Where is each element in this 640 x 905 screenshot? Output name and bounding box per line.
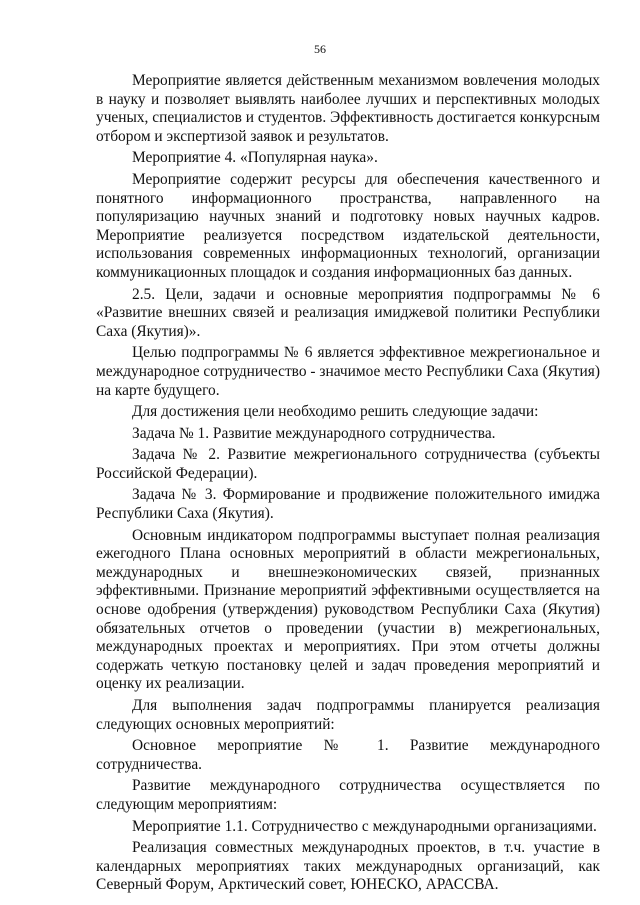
paragraph: Для достижения цели необходимо решить следующие задачи: xyxy=(132,403,539,421)
section-heading: 2.5. Цели, задачи и основные мероприятия подпрограммы № 6 «Развитие внешних связей и реализация имиджевой политики Республики Саха (Якутия)». xyxy=(96,285,600,340)
paragraph: Мероприятие 1.1. Сотрудничество с международными организациями. xyxy=(132,817,597,835)
paragraph: Основное мероприятие № 1. Развитие международного сотрудничества. xyxy=(96,737,600,773)
paragraph: Целью подпрограммы № 6 является эффективное межрегиональное и международное сотрудничество - значимое место Республики Саха (Якутия) на карте будущего. xyxy=(96,344,600,399)
task-item: Задача № 3. Формирование и продвижение положительного имиджа Республики Саха (Якутия). xyxy=(96,486,600,523)
paragraph: Мероприятие 4. «Популярная наука». xyxy=(132,149,378,167)
paragraph: Основным индикатором подпрограммы выступает полная реализация ежегодного Плана основных мероприятий в области межрегиональных, международных и внешнеэкономических связей, признанных эффективными. Признание мероприятий эффективными осуществляется на основе одобрения (утверждения) руководством Республики Саха (Якутия) обязательных отчетов о проведении (участии в) межрегиональных, международных проектах и мероприятиях. При этом отчеты должны содержать четкую постановку целей и задач проведения мероприятий и оценку их реализации. xyxy=(96,526,600,693)
paragraph: Для выполнения задач подпрограммы планируется реализация следующих основных мероприятий: xyxy=(96,697,600,733)
paragraph: Развитие международного сотрудничества осуществляется по следующим мероприятиям: xyxy=(96,777,600,813)
page-number: 56 xyxy=(314,42,326,56)
paragraph: Мероприятие является действенным механизмом вовлечения молодых в науку и позволяет выявлять наиболее лучших и перспективных молодых ученых, специалистов и студентов. Эффективность достигается конкурсным отбором и экспертизой заявок и результатов. xyxy=(96,72,600,145)
task-item: Задача № 1. Развитие международного сотрудничества. xyxy=(132,424,496,442)
paragraph: Мероприятие содержит ресурсы для обеспечения качественного и понятного информационного пространства, направленного на популяризацию научных знаний и подготовку новых научных кадров. Мероприятие реализуется посредством издательской деятельности, использования современных информационных технологий, организации коммуникационных площадок и создания информационных баз данных. xyxy=(96,170,600,281)
task-item: Задача № 2. Развитие межрегионального сотрудничества (субъекты Российской Федерации). xyxy=(96,446,600,482)
paragraph: Реализация совместных международных проектов, в т.ч. участие в календарных мероприятиях таких международных организаций, как Северный Форум, Арктический совет, ЮНЕСКО, АРАССВА. xyxy=(96,839,600,894)
document-body xyxy=(96,72,600,895)
